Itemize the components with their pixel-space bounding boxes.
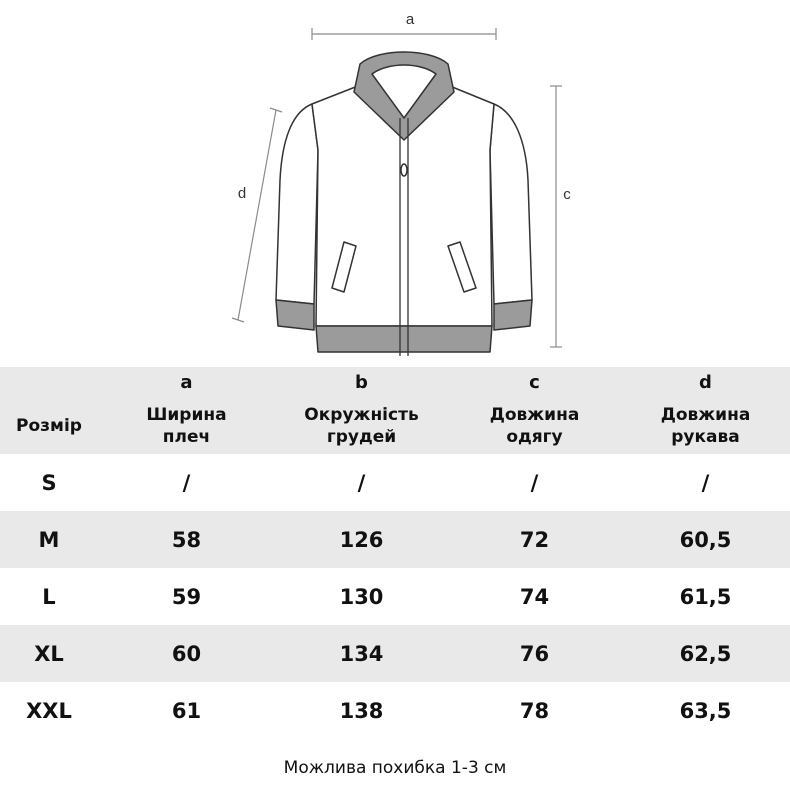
label-d: d <box>237 185 247 202</box>
header-cell: Довжина рукава <box>621 397 790 454</box>
value-cell: 78 <box>519 698 550 723</box>
value-cell: 63,5 <box>679 698 732 723</box>
header-row <box>0 397 790 454</box>
label-c: c <box>563 186 571 203</box>
value-cell: 138 <box>339 698 384 723</box>
letter-row <box>0 367 790 397</box>
table-row <box>0 511 790 568</box>
header-cell: Довжина одягу <box>448 397 621 454</box>
value-cell: / <box>701 470 710 495</box>
tolerance-note: Можлива похибка 1-3 см <box>283 758 507 778</box>
size-cell: M <box>0 511 98 568</box>
letter-cell <box>0 367 98 397</box>
letter-cell: c <box>448 367 621 397</box>
value-cell: / <box>530 470 539 495</box>
value-cell: 72 <box>448 511 621 568</box>
letter-cell: a <box>98 367 275 397</box>
value-cell: / <box>357 470 366 495</box>
value-cell: 59 <box>171 584 202 609</box>
size-table <box>0 367 790 739</box>
table-row <box>0 682 790 739</box>
size-cell: XL <box>0 625 98 682</box>
header-cell: Ширина плеч <box>98 397 275 454</box>
dimension-c <box>550 86 562 347</box>
dimension-a <box>312 28 496 40</box>
value-cell: 61 <box>171 698 202 723</box>
value-cell: / <box>182 470 191 495</box>
table-row <box>0 568 790 625</box>
value-cell: 62,5 <box>621 625 790 682</box>
value-cell: 126 <box>275 511 448 568</box>
value-cell: 60,5 <box>621 511 790 568</box>
value-cell: 60 <box>98 625 275 682</box>
size-cell: XXL <box>26 698 72 723</box>
table-row <box>0 625 790 682</box>
label-a: a <box>405 11 415 28</box>
value-cell: 134 <box>275 625 448 682</box>
value-cell: 61,5 <box>679 584 732 609</box>
letter-cell: b <box>275 367 448 397</box>
letter-cell: d <box>621 367 790 397</box>
value-cell: 58 <box>98 511 275 568</box>
jacket-outline <box>276 52 532 356</box>
table-row <box>0 454 790 511</box>
value-cell: 76 <box>448 625 621 682</box>
header-cell: Розмір <box>0 397 98 454</box>
dimension-d <box>232 108 282 322</box>
value-cell: 74 <box>519 584 550 609</box>
jacket-diagram <box>0 0 790 365</box>
size-cell: L <box>42 584 56 609</box>
size-cell: S <box>41 470 57 495</box>
header-cell: Окружність грудей <box>275 397 448 454</box>
value-cell: 130 <box>339 584 384 609</box>
